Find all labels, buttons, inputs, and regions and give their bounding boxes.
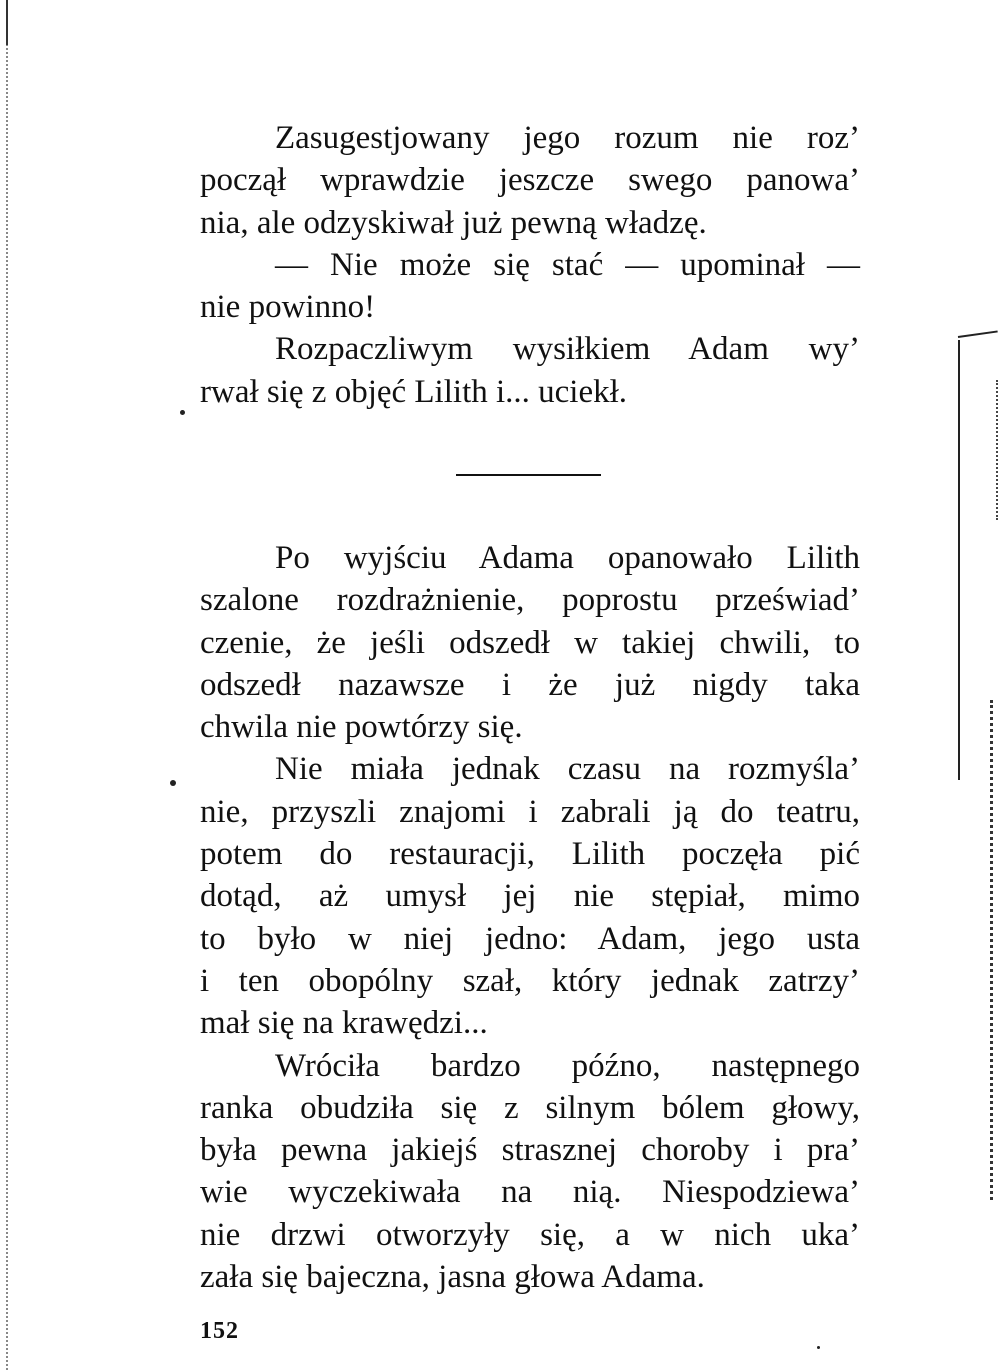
text-line: Wróciła bardzo późno, następnego [275,1047,860,1084]
text-line: mał się na krawędzi... [200,1005,488,1042]
text-line: Rozpaczliwym wysiłkiem Adam wy’ [275,331,860,368]
text-line: — Nie może się stać — upominał — [275,246,860,283]
text-line: i ten obopólny szał, który jednak zatrzy’ [200,962,860,999]
text-line: chwila nie powtórzy się. [200,709,523,746]
ink-speck [817,1346,820,1349]
text-line: była pewna jakiejś strasznej choroby i pra’ [200,1132,860,1169]
text-line: począł wprawdzie jeszcze swego panowa’ [200,162,860,199]
text-line: nie powinno! [200,289,376,326]
scan-edge-right-strip [990,700,993,1200]
text-line: Nie miała jednak czasu na rozmyśla’ [275,751,860,788]
text-line: szalone rozdrażnienie, poprostu przeświad’ [200,582,860,619]
text-line: nie drzwi otworzyły się, a w nich uka’ [200,1216,860,1253]
ink-speck [180,410,185,415]
text-line: rwał się z objęć Lilith i... uciekł. [200,373,628,410]
scan-edge-right-strip-upper [996,380,998,520]
text-line: nia, ale odzyskiwał już pewną władzę. [200,204,707,241]
text-line: Po wyjściu Adama opanowało Lilith [275,540,860,576]
page-number: 152 [200,1318,239,1344]
text-line: to było w niej jedno: Adam, jego usta [200,920,860,957]
text-line: dotąd, aż umysł jej nie stępiał, mimo [200,878,860,915]
scan-edge-right-frame [958,340,960,780]
text-line: czenie, że jeśli odszedł w takiej chwili, to [200,624,860,661]
text-line: Zasugestjowany jego rozum nie roz’ [275,120,860,156]
text-line: zała się bajeczna, jasna głowa Adama. [200,1259,705,1296]
text-line: nie, przyszli znajomi i zabrali ją do teatru, [200,793,860,830]
text-block-first [200,117,860,413]
text-line: wie wyczekiwała na nią. Niespodziewa’ [200,1174,860,1211]
scan-edge-left [6,0,8,1370]
text-block-second [200,537,860,1298]
scan-edge-right-corner [958,330,998,338]
ink-speck [170,780,176,786]
text-line: ranka obudziła się z silnym bólem głowy, [200,1089,860,1126]
text-line: odszedł nazawsze i że już nigdy taka [200,666,860,703]
text-line: potem do restauracji, Lilith poczęła pić [200,836,860,873]
scan-edge-left-mark [6,0,8,45]
section-divider [456,474,601,476]
